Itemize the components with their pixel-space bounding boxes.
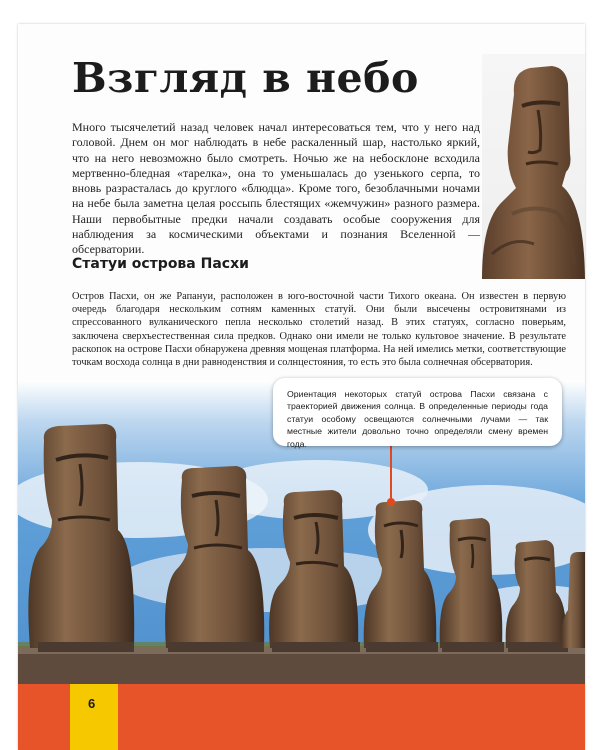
page-number-tab xyxy=(70,684,118,750)
moai-statue-portrait xyxy=(482,54,585,279)
page-number: 6 xyxy=(88,696,96,711)
section-paragraph: Остров Пасхи, он же Рапануи, расположен в юго-восточной части Тихого океана. Он известен в первую очередь благодаря нескольким сотням каменных статуй. Они были высечены островитянами из спрессованного вулканического пепла несколько столетий назад. В этих статуях, согласно поверьям, заключена сверхъестественная сила предков. Однако они имели не только культовое значение. В результате раскопок на острове Пасхи обнаружена древняя мощеная платформа. На ней имелись метки, соответствующие точкам восхода солнца в дни равноденствия и солнцестояния, то есть это была солнечная обсерватория. xyxy=(72,291,566,369)
page-footer xyxy=(18,684,585,750)
section-title: Статуи острова Пасхи xyxy=(72,256,249,272)
page-sheet xyxy=(18,24,585,750)
callout-marker-dot xyxy=(387,498,395,506)
page-title: Взгляд в небо xyxy=(72,54,419,102)
intro-paragraph: Много тысячелетий назад человек начал интересоваться тем, что у него над головой. Днем он мог наблюдать в небе раскаленный шар, настолько яркий, что на него невозможно было смотреть. Ночью же на небосклоне всходила мертвенно-бледная «тарелка», она то уменьшалась до узенького серпа, то вновь разрасталась до круглого «блюдца». Кроме того, безоблачными ночами на небе была заметна целая россыпь блестящих «жемчужин» разного размера. Наши первобытные предки начали создавать особые сооружения для наблюдения за космическими объектами и познания Вселенной — обсерватории. xyxy=(72,120,480,257)
callout-leader-line xyxy=(390,446,392,502)
callout-box: Ориентация некоторых статуй острова Пасхи связана с траекторией движения солнца. В определенные периоды года статуи особому освещаются солнечными лучами — так местные жители довольно точно определяли смену времен года. xyxy=(273,378,562,446)
